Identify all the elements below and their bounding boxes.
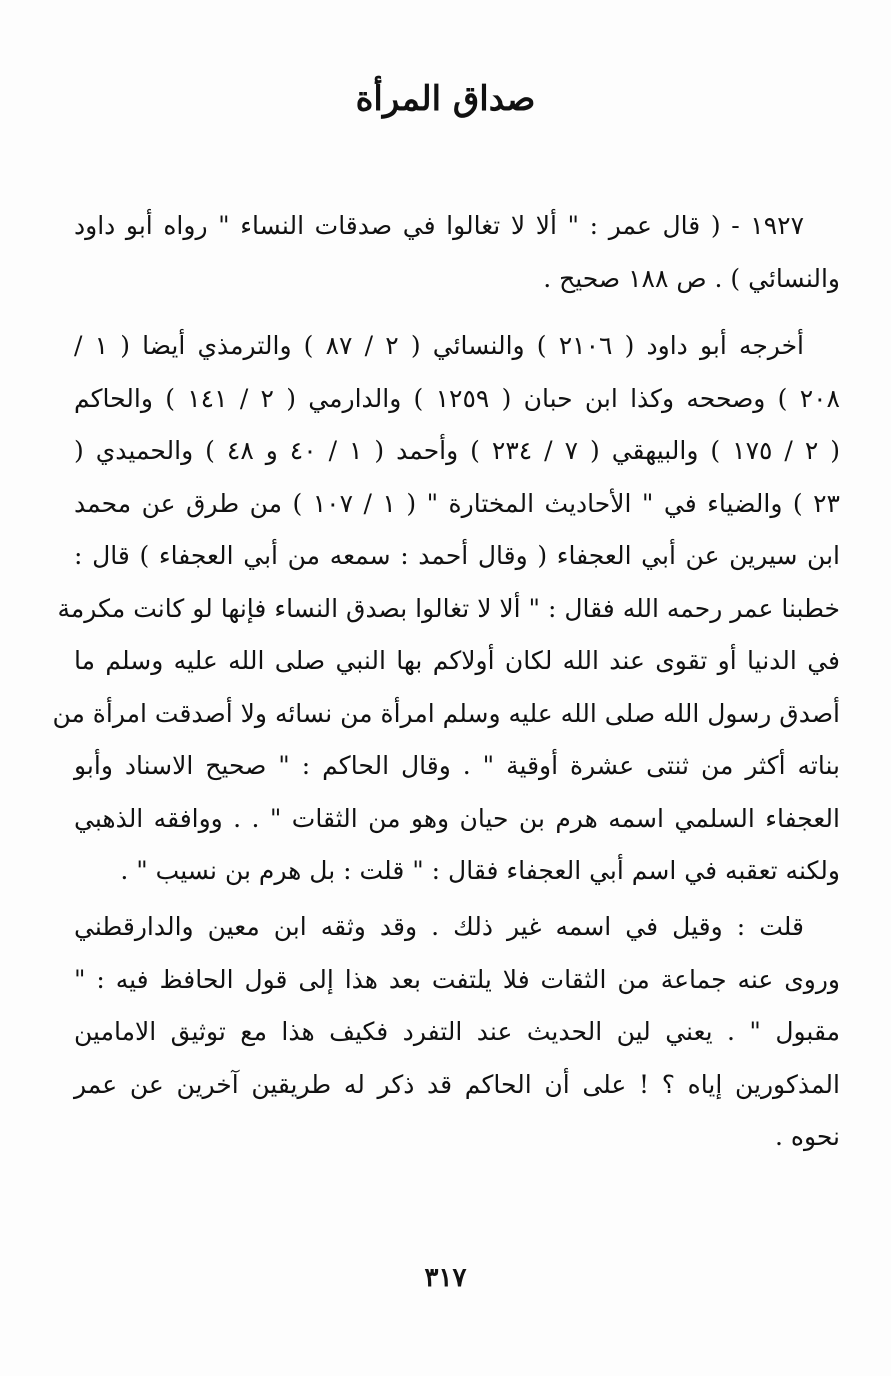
- comment-paragraph: [74, 901, 840, 1164]
- takhrij-line: ٢٣ ) والضياء في " الأحاديث المختارة " ( ١ / ١٠٧ ) من طرق عن محمد: [74, 488, 840, 518]
- page-number: ٣١٧: [424, 1263, 467, 1293]
- hadith-line: ١٩٢٧ - ( قال عمر : " ألا لا تغالوا في صدقات النساء " رواه أبو داود: [74, 211, 804, 240]
- comment-line: قلت : وقيل في اسمه غير ذلك . وقد وثقه ابن معين والدارقطني: [74, 912, 804, 941]
- takhrij-line: بناته أكثر من ثنتى عشرة أوقية " . وقال الحاكم : " صحيح الاسناد وأبو: [74, 751, 840, 780]
- comment-line: مقبول " . يعني لين الحديث عند التفرد فكيف هذا مع توثيق الامامين: [74, 1017, 840, 1046]
- takhrij-line: أخرجه أبو داود ( ٢١٠٦ ) والنسائي ( ٢ / ٨٧ ) والترمذي أيضا ( ١ /: [74, 331, 804, 360]
- takhrij-line: خطبنا عمر رحمه الله فقال : " ألا لا تغالوا بصدق النساء فإنها لو كانت مكرمة: [57, 593, 840, 623]
- comment-line: وروى عنه جماعة من الثقات فلا يلتفت بعد هذا إلى قول الحافظ فيه : ": [74, 964, 840, 994]
- hadith-paragraph: [74, 200, 840, 305]
- takhrij-line: ابن سيرين عن أبي العجفاء ( وقال أحمد : سمعه من أبي العجفاء ) قال :: [74, 541, 840, 570]
- page-title: صداق المرأة: [355, 79, 536, 119]
- takhrij-line: ٢٠٨ ) وصححه وكذا ابن حبان ( ١٢٥٩ ) والدارمي ( ٢ / ١٤١ ) والحاكم: [74, 383, 840, 413]
- takhrij-line: ( ٢ / ١٧٥ ) والبيهقي ( ٧ / ٢٣٤ ) وأحمد ( ١ / ٤٠ و ٤٨ ) والحميدي (: [74, 436, 840, 465]
- takhrij-line: في الدنيا أو تقوى عند الله لكان أولاكم بها النبي صلى الله عليه وسلم ما: [74, 646, 840, 675]
- hadith-line: والنسائي ) . ص ١٨٨ صحيح .: [543, 263, 840, 293]
- takhrij-line: أصدق رسول الله صلى الله عليه وسلم امرأة من نسائه ولا أصدقت امرأة من: [52, 698, 840, 728]
- takhrij-line: ولكنه تعقبه في اسم أبي العجفاء فقال : " قلت : بل هرم بن نسيب " .: [120, 856, 840, 885]
- takhrij-paragraph: [52, 320, 840, 898]
- comment-line: نحوه .: [774, 1122, 840, 1151]
- comment-line: المذكورين إياه ؟ ! على أن الحاكم قد ذكر له طريقين آخرين عن عمر: [74, 1069, 840, 1099]
- takhrij-line: العجفاء السلمي اسمه هرم بن حيان وهو من الثقات " . . ووافقه الذهبي: [74, 803, 840, 833]
